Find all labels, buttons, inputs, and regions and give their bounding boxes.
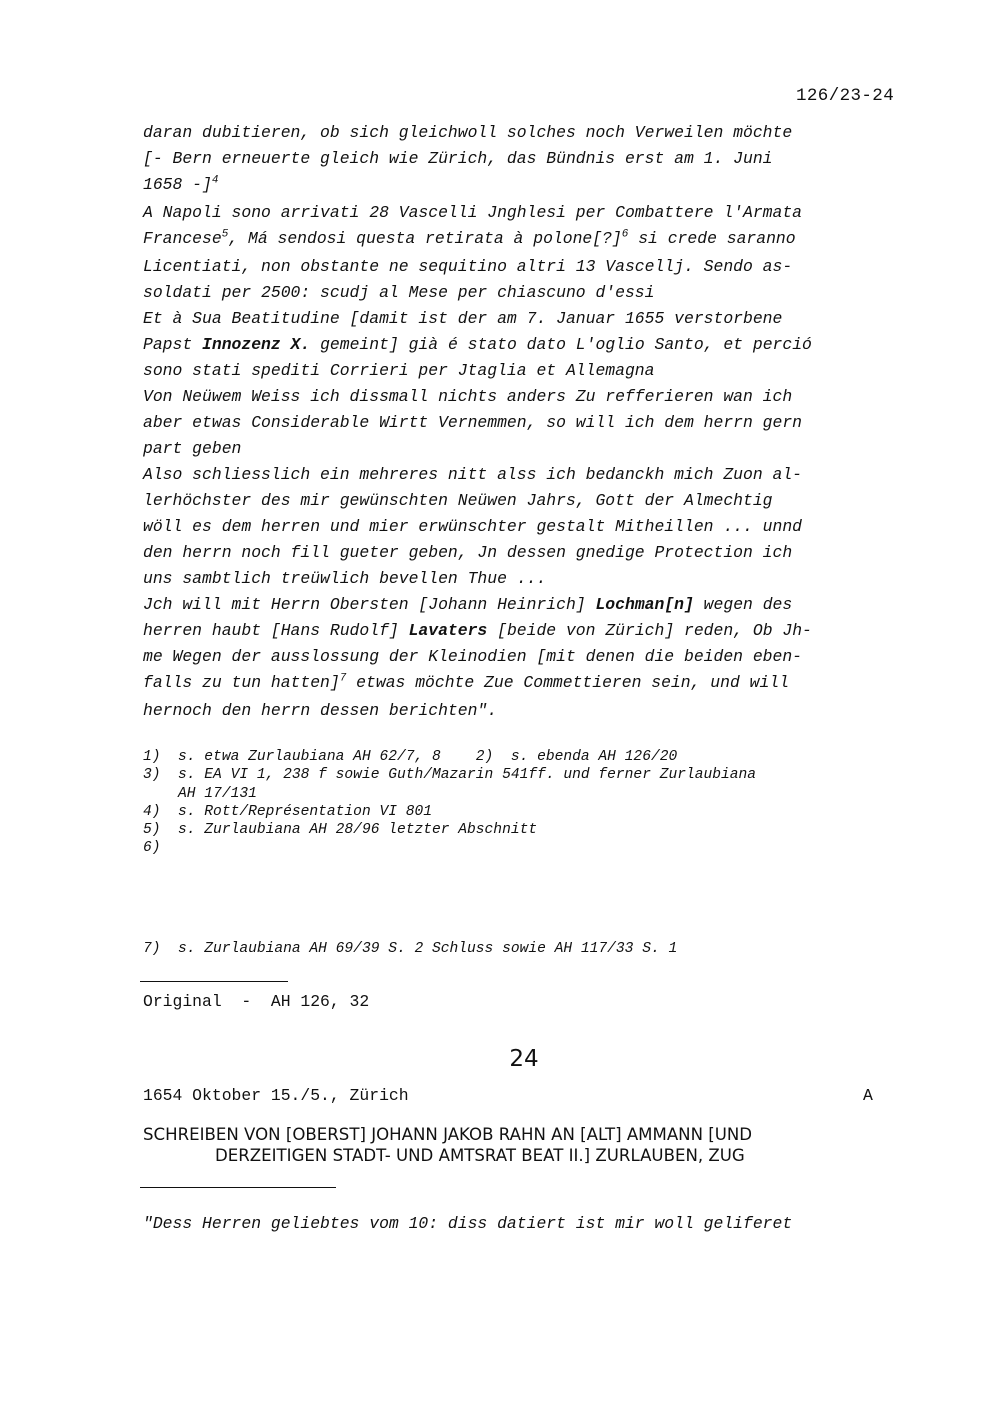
document-classification: A xyxy=(863,1086,873,1105)
footnotes xyxy=(143,748,756,858)
person-name: Lavaters xyxy=(408,621,488,640)
body-line: Jch will mit Herrn Obersten [Johann Heinrich] Lochman[n] wegen des xyxy=(143,595,793,614)
heading-line-1: SCHREIBEN VON [OBERST] JOHANN JAKOB RAHN AN [ALT] AMMANN [UND xyxy=(143,1125,753,1144)
body-line: Also schliesslich ein mehreres nitt alss ich bedanckh mich Zuon al- xyxy=(143,465,803,484)
footnote-line: 1) s. etwa Zurlaubiana AH 62/7, 8 2) s. ebenda AH 126/20 xyxy=(143,749,678,765)
footnote-ref: 6 xyxy=(621,228,629,241)
body-line: 1658 -]$^4$ xyxy=(143,174,219,194)
heading-line-2: DERZEITIGEN STADT- UND AMTSRAT BEAT II.] ZURLAUBEN, ZUG xyxy=(215,1146,745,1165)
source-note: Original - AH 126, 32 xyxy=(143,992,370,1011)
footnote-ref: 7 xyxy=(339,672,347,685)
body-line: Von Neüwem Weiss ich dissmall nichts anders Zu refferieren wan ich xyxy=(143,387,793,406)
footnote-ref: 5 xyxy=(221,228,229,241)
document-heading xyxy=(143,1124,903,1166)
body-line: Licentiati, non obstante ne sequitino altri 13 Vascellj. Sendo as- xyxy=(143,257,793,276)
letter-quote-start: "Dess Herren geliebtes vom 10: diss datiert ist mir woll geliferet xyxy=(143,1214,793,1233)
body-line: Francese$^5$, Má sendosi questa retirata à polone[?]$^6$ si crede saranno xyxy=(143,228,796,248)
body-line: Papst Innozenz X. gemeint] già é stato dato L'oglio Santo, et perció xyxy=(143,335,812,354)
body-line: me Wegen der ausslossung der Kleinodien [mit denen die beiden eben- xyxy=(143,647,803,666)
body-line: sono stati spediti Corrieri per Jtaglia et Allemagna xyxy=(143,361,655,380)
separator-rule xyxy=(140,981,288,982)
footnote-line: 4) s. Rott/Représentation VI 801 xyxy=(143,803,433,820)
page-number: 126/23-24 xyxy=(796,86,895,106)
body-line: falls zu tun hatten]$^7$ etwas möchte Zue Commettieren sein, und will xyxy=(143,672,789,692)
body-line: aber etwas Considerable Wirtt Vernemmen, so will ich dem herrn gern xyxy=(143,413,803,432)
body-line: hernoch den herrn dessen berichten". xyxy=(143,701,498,720)
footnote-line: AH 17/131 xyxy=(143,785,257,802)
body-line: [- Bern erneuerte gleich wie Zürich, das Bündnis erst am 1. Juni xyxy=(143,149,773,168)
document-number: 24 xyxy=(509,1046,539,1072)
body-line: herren haubt [Hans Rudolf] Lavaters [beide von Zürich] reden, Ob Jh- xyxy=(143,621,812,640)
body-line: lerhöchster des mir gewünschten Neüwen Jahrs, Gott der Almechtig xyxy=(143,491,773,510)
footnote-line: 5) s. Zurlaubiana AH 28/96 letzter Abschnitt xyxy=(143,822,538,839)
heading-rule xyxy=(140,1187,336,1188)
document-date-place: 1654 Oktober 15./5., Zürich xyxy=(143,1086,409,1105)
body-line: part geben xyxy=(143,439,242,458)
body-line: A Napoli sono arrivati 28 Vascelli Jnghlesi per Combattere l'Armata xyxy=(143,203,803,222)
body-line: daran dubitieren, ob sich gleichwoll solches noch Verweilen möchte xyxy=(143,123,793,142)
body-line: uns sambtlich treüwlich bevellen Thue ... xyxy=(143,569,547,588)
footnote-line: 6) xyxy=(143,840,161,857)
body-line: den herrn noch fill gueter geben, Jn dessen gnedige Protection ich xyxy=(143,543,793,562)
letter-body-text xyxy=(143,120,913,724)
person-name: Lochman[n] xyxy=(595,595,694,614)
body-line: soldati per 2500: scudj al Mese per chiascuno d'essi xyxy=(143,283,655,302)
footnote-7 xyxy=(143,940,677,958)
body-line: Et à Sua Beatitudine [damit ist der am 7. Januar 1655 verstorbene xyxy=(143,309,783,328)
footnote-line: 3) s. EA VI 1, 238 f sowie Guth/Mazarin 541ff. und ferner Zurlaubiana xyxy=(143,767,757,784)
person-name: Innozenz X. xyxy=(202,335,311,354)
footnote-ref: 4 xyxy=(211,174,219,187)
footnote-line: 7) s. Zurlaubiana AH 69/39 S. 2 Schluss sowie AH 117/33 S. 1 xyxy=(143,941,678,957)
body-line: wöll es dem herren und mier erwünschter gestalt Mitheillen ... unnd xyxy=(143,517,803,536)
